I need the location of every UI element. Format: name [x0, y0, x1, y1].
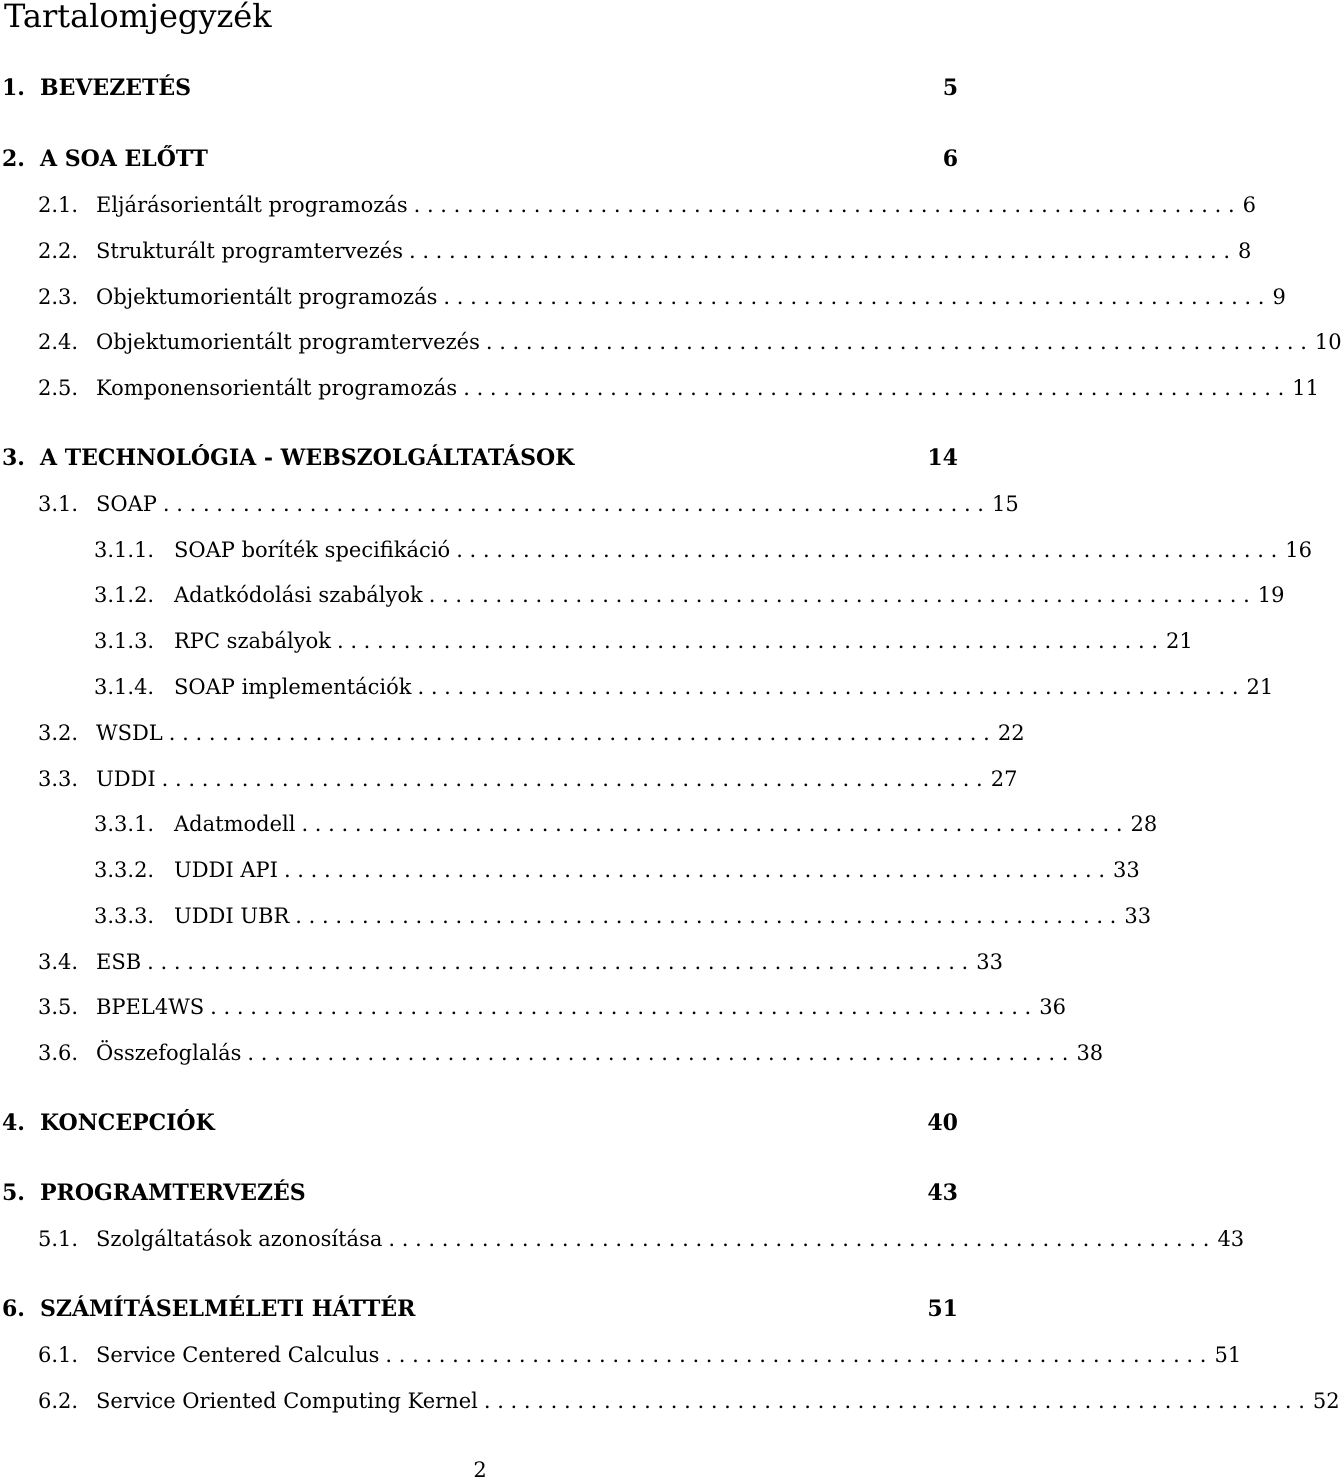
- entry-title: A TECHNOLÓGIA - WEBSZOLGÁLTATÁSOK: [40, 445, 575, 471]
- entry-number: 3.3.3.: [94, 904, 155, 928]
- entry-title: Strukturált programtervezés: [96, 239, 403, 263]
- entry-number: 3.1.: [38, 492, 79, 516]
- entry-title: Service Centered Calculus: [96, 1343, 380, 1367]
- toc-subsection-3-3-2[interactable]: [0, 853, 1140, 887]
- toc-section-3-2[interactable]: [0, 716, 1025, 750]
- entry-title: BPEL4WS: [96, 995, 205, 1019]
- entry-number: 3.3.: [38, 767, 79, 791]
- entry-page: 21: [1166, 629, 1193, 653]
- toc-section-3-4[interactable]: [0, 945, 1003, 979]
- entry-page: 8: [1238, 239, 1252, 263]
- toc-section-6-2[interactable]: [0, 1384, 1340, 1418]
- entry-title: Összefoglalás: [96, 1041, 242, 1065]
- entry-page: 6: [1242, 193, 1257, 217]
- dot-leader: . . . . . . . . . . . . . . . . . . . . . . . . . . . . . . . . . . . . . . . . . . . . . . . . . . . . . . . . . . . . . .: [388, 1227, 1210, 1251]
- entry-number: 1.: [2, 75, 25, 101]
- entry-page: 38: [1076, 1041, 1104, 1065]
- entry-page: 33: [1124, 904, 1152, 928]
- entry-number: 3.4.: [38, 950, 79, 974]
- entry-page: 52: [1312, 1389, 1340, 1413]
- dot-leader: . . . . . . . . . . . . . . . . . . . . . . . . . . . . . . . . . . . . . . . . . . . . . . . . . . . . . . . . . . . . . .: [168, 721, 990, 745]
- entry-title: Objektumorientált programtervezés: [96, 330, 480, 354]
- toc-chapter-3[interactable]: [0, 441, 960, 475]
- entry-title: Adatkódolási szabályok: [174, 583, 423, 607]
- entry-number: 2.1.: [38, 193, 79, 217]
- entry-title: Service Oriented Computing Kernel: [96, 1389, 478, 1413]
- entry-number: 5.1.: [38, 1227, 79, 1251]
- dot-leader: . . . . . . . . . . . . . . . . . . . . . . . . . . . . . . . . . . . . . . . . . . . . . . . . . . . . . . . . . . . . . .: [413, 193, 1235, 217]
- entry-number: 6.: [2, 1296, 25, 1322]
- entry-title: SOAP: [96, 492, 157, 516]
- entry-page: 43: [1217, 1227, 1245, 1251]
- entry-page: 11: [1292, 376, 1320, 400]
- entry-page: 33: [1113, 858, 1140, 882]
- entry-number: 3.1.3.: [94, 629, 155, 653]
- entry-title: PROGRAMTERVEZÉS: [40, 1180, 306, 1206]
- entry-page: 40: [927, 1110, 958, 1136]
- entry-page: 16: [1285, 538, 1312, 562]
- toc-section-3-6[interactable]: [0, 1036, 1104, 1070]
- toc-chapter-2[interactable]: [0, 142, 960, 176]
- toc-section-2-3[interactable]: [0, 280, 1286, 314]
- dot-leader: . . . . . . . . . . . . . . . . . . . . . . . . . . . . . . . . . . . . . . . . . . . . . . . . . . . . . . . . . . . . . .: [247, 1041, 1069, 1065]
- dot-leader: . . . . . . . . . . . . . . . . . . . . . . . . . . . . . . . . . . . . . . . . . . . . . . . . . . . . . . . . . . . . . .: [456, 538, 1278, 562]
- entry-number: 6.1.: [38, 1343, 79, 1367]
- dot-leader: . . . . . . . . . . . . . . . . . . . . . . . . . . . . . . . . . . . . . . . . . . . . . . . . . . . . . . . . . . . . . .: [417, 675, 1239, 699]
- entry-title: Szolgáltatások azonosítása: [96, 1227, 383, 1251]
- entry-number: 3.1.2.: [94, 583, 155, 607]
- entry-page: 6: [942, 146, 958, 172]
- entry-page: 14: [927, 445, 958, 471]
- page-number: 2: [473, 1458, 487, 1482]
- dot-leader: . . . . . . . . . . . . . . . . . . . . . . . . . . . . . . . . . . . . . . . . . . . . . . . . . . . . . . . . . . . . . .: [443, 285, 1265, 309]
- entry-page: 43: [927, 1180, 958, 1206]
- entry-title: BEVEZETÉS: [40, 75, 192, 101]
- entry-number: 2.4.: [38, 330, 79, 354]
- entry-page: 27: [990, 767, 1018, 791]
- entry-title: ESB: [96, 950, 142, 974]
- toc-subsection-3-1-1[interactable]: [0, 533, 1312, 567]
- toc-subsection-3-3-1[interactable]: [0, 807, 1158, 841]
- entry-number: 2.2.: [38, 239, 79, 263]
- entry-title: KONCEPCIÓK: [40, 1110, 215, 1136]
- entry-title: Adatmodell: [174, 812, 296, 836]
- entry-number: 2.: [2, 146, 25, 172]
- toc-chapter-5[interactable]: [0, 1176, 960, 1210]
- dot-leader: . . . . . . . . . . . . . . . . . . . . . . . . . . . . . . . . . . . . . . . . . . . . . . . . . . . . . . . . . . . . . .: [463, 376, 1285, 400]
- entry-title: Eljárásorientált programozás: [96, 193, 408, 217]
- entry-page: 19: [1257, 583, 1285, 607]
- toc-section-3-3[interactable]: [0, 762, 1018, 796]
- toc-subsection-3-1-4[interactable]: [0, 670, 1274, 704]
- entry-number: 2.5.: [38, 376, 79, 400]
- entry-page: 9: [1272, 285, 1286, 309]
- entry-title: UDDI: [96, 767, 156, 791]
- entry-page: 5: [942, 75, 958, 101]
- dot-leader: . . . . . . . . . . . . . . . . . . . . . . . . . . . . . . . . . . . . . . . . . . . . . . . . . . . . . . . . . . . . . .: [147, 950, 969, 974]
- entry-page: 51: [927, 1296, 958, 1322]
- dot-leader: . . . . . . . . . . . . . . . . . . . . . . . . . . . . . . . . . . . . . . . . . . . . . . . . . . . . . . . . . . . . . .: [210, 995, 1032, 1019]
- entry-number: 4.: [2, 1110, 25, 1136]
- toc-section-2-5[interactable]: [0, 371, 1320, 405]
- entry-page: 33: [976, 950, 1003, 974]
- entry-number: 6.2.: [38, 1389, 79, 1413]
- toc-section-6-1[interactable]: [0, 1338, 1242, 1372]
- entry-number: 3.6.: [38, 1041, 79, 1065]
- entry-page: 28: [1130, 812, 1158, 836]
- entry-title: SZÁMÍTÁSELMÉLETI HÁTTÉR: [40, 1296, 416, 1322]
- toc-section-2-2[interactable]: [0, 234, 1252, 268]
- page-title: Tartalomjegyzék: [4, 0, 272, 35]
- dot-leader: . . . . . . . . . . . . . . . . . . . . . . . . . . . . . . . . . . . . . . . . . . . . . . . . . . . . . . . . . . . . . .: [295, 904, 1117, 928]
- dot-leader: . . . . . . . . . . . . . . . . . . . . . . . . . . . . . . . . . . . . . . . . . . . . . . . . . . . . . . . . . . . . . .: [483, 1389, 1305, 1413]
- dot-leader: . . . . . . . . . . . . . . . . . . . . . . . . . . . . . . . . . . . . . . . . . . . . . . . . . . . . . . . . . . . . . .: [385, 1343, 1207, 1367]
- entry-number: 2.3.: [38, 285, 79, 309]
- toc-subsection-3-1-3[interactable]: [0, 624, 1193, 658]
- entry-number: 5.: [2, 1180, 25, 1206]
- entry-page: 10: [1314, 330, 1342, 354]
- entry-title: SOAP implementációk: [174, 675, 412, 699]
- dot-leader: . . . . . . . . . . . . . . . . . . . . . . . . . . . . . . . . . . . . . . . . . . . . . . . . . . . . . . . . . . . . . .: [301, 812, 1123, 836]
- dot-leader: . . . . . . . . . . . . . . . . . . . . . . . . . . . . . . . . . . . . . . . . . . . . . . . . . . . . . . . . . . . . . .: [162, 492, 984, 516]
- toc-section-2-4[interactable]: [0, 325, 1342, 359]
- entry-title: WSDL: [96, 721, 163, 745]
- entry-page: 36: [1039, 995, 1066, 1019]
- entry-title: UDDI API: [174, 858, 278, 882]
- entry-title: RPC szabályok: [174, 629, 331, 653]
- toc-chapter-6[interactable]: [0, 1292, 960, 1326]
- entry-page: 21: [1246, 675, 1274, 699]
- toc-section-3-1[interactable]: [0, 487, 1019, 521]
- entry-number: 3.: [2, 445, 25, 471]
- entry-number: 3.5.: [38, 995, 79, 1019]
- entry-page: 15: [991, 492, 1019, 516]
- entry-page: 22: [997, 721, 1025, 745]
- entry-number: 3.3.1.: [94, 812, 155, 836]
- toc-subsection-3-3-3[interactable]: [0, 899, 1152, 933]
- entry-title: Komponensorientált programozás: [96, 376, 458, 400]
- dot-leader: . . . . . . . . . . . . . . . . . . . . . . . . . . . . . . . . . . . . . . . . . . . . . . . . . . . . . . . . . . . . . .: [336, 629, 1159, 653]
- entry-page: 51: [1214, 1343, 1242, 1367]
- toc-section-3-5[interactable]: [0, 990, 1066, 1024]
- dot-leader: . . . . . . . . . . . . . . . . . . . . . . . . . . . . . . . . . . . . . . . . . . . . . . . . . . . . . . . . . . . . . .: [408, 239, 1231, 263]
- entry-title: SOAP boríték specifikáció: [174, 538, 451, 562]
- dot-leader: . . . . . . . . . . . . . . . . . . . . . . . . . . . . . . . . . . . . . . . . . . . . . . . . . . . . . . . . . . . . . .: [485, 330, 1307, 354]
- dot-leader: . . . . . . . . . . . . . . . . . . . . . . . . . . . . . . . . . . . . . . . . . . . . . . . . . . . . . . . . . . . . . .: [283, 858, 1105, 882]
- toc-chapter-1[interactable]: [0, 71, 960, 105]
- dot-leader: . . . . . . . . . . . . . . . . . . . . . . . . . . . . . . . . . . . . . . . . . . . . . . . . . . . . . . . . . . . . . .: [428, 583, 1250, 607]
- entry-number: 3.1.1.: [94, 538, 155, 562]
- toc-subsection-3-1-2[interactable]: [0, 578, 1285, 612]
- dot-leader: . . . . . . . . . . . . . . . . . . . . . . . . . . . . . . . . . . . . . . . . . . . . . . . . . . . . . . . . . . . . . .: [161, 767, 983, 791]
- entry-title: A SOA ELŐTT: [40, 146, 208, 172]
- toc-chapter-4[interactable]: [0, 1106, 960, 1140]
- entry-number: 3.3.2.: [94, 858, 155, 882]
- toc-section-2-1[interactable]: [0, 188, 1257, 222]
- toc-section-5-1[interactable]: [0, 1222, 1245, 1256]
- entry-title: UDDI UBR: [174, 904, 290, 928]
- entry-title: Objektumorientált programozás: [96, 285, 438, 309]
- entry-number: 3.1.4.: [94, 675, 155, 699]
- entry-number: 3.2.: [38, 721, 79, 745]
